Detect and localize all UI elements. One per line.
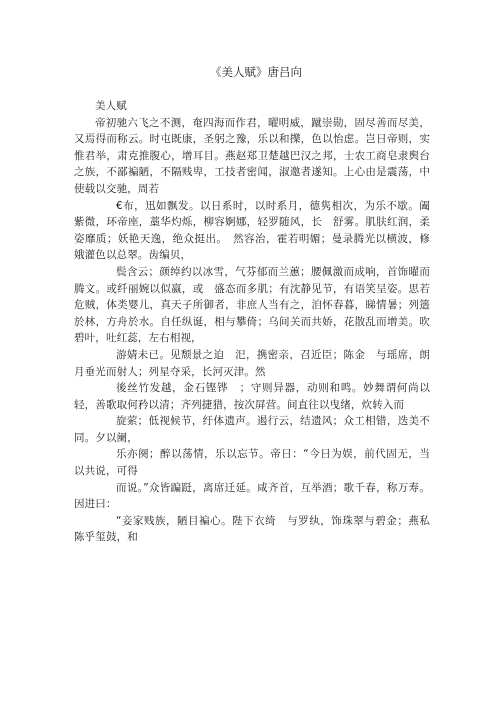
paragraph: 鬓含云；颜绰约以冰雪，气芬郁而兰蕙；腰佩激而成响，首饰曜而腾文。或纤丽婉以似嬴，或 盛态而多肌；有沈静见节，有语笑呈姿。思若危贼，体类婴儿，真天子所御者，非庶人当有之，洎怀春暮，睇情暑；列簉於林，方舟於水。自任纵诞，相与攀倚；乌间关而共娇，花散乱而增美。吹碧叶，吐红蕊，左右相视， bbox=[74, 265, 430, 345]
paragraph: €布，迅如飘发。以日系时，以时系月，德隽相次，为乐不歇。阖紫微，环帝座，藁华灼烁，柳容婀娜，轻罗随风，长 舒雾。肌肤红润，柔姿靡质；妖艳天逸，绝众挺出。 然容治，霍若明媚；曼录腾光以横波，修娥灌色以总翠。齿编贝， bbox=[74, 199, 430, 262]
section-heading: 美人赋 bbox=[95, 100, 127, 112]
paragraph: 而说。”众皆蹁跹，离席迁延。咸齐首，互举酒；歌千春，称万寿。因进曰： bbox=[74, 481, 430, 511]
paragraph: 旋萦；低视候节，纡体遗声。遏行云，结遗风；众工相错，迭美不同。夕以阑， bbox=[74, 415, 430, 444]
paragraph: 帝初驰六飞之不测，奄四海而作君，曜明威，蹴崇勋，固尽善而尽美，又焉得而称云。时屯既康，圣躬之豫，乐以和擽，色以怡虑。岂日帝则，实惟君举，肃克推腹心，增耳目。燕赵郑卫楚越巴汉之邦，士农工商皂隶舆台之族，不鄙褊陋，不隔贱卑，工技者密闻，淑邀者遂知。上心由是震荡，中使载以交驰，周若 bbox=[74, 116, 430, 195]
document-body bbox=[74, 98, 430, 546]
paragraph: 乐亦阕；醉以荡情，乐以忘节。帝日：“今日为娱，前代固无，当以共说，可得 bbox=[74, 448, 430, 478]
document-title: 《美人赋》唐吕向 bbox=[210, 65, 302, 79]
paragraph: “妾家贱族，陋目褊心。陛下衣绮 与罗纨，饰珠翠与碧金；燕私陈乎玺鼓，和 bbox=[74, 514, 430, 544]
paragraph: 後丝竹发越，金石铿铧 ；守则异器，动则和鸣。妙舞谓何尚以轻，善歌取何矜以清；齐列捷猎，按次屏营。间直往以曳绪，炊转入而 bbox=[74, 382, 430, 411]
paragraph: 游婧未已。见颓景之迫 汜，携密亲，召近臣；陈金 与瑶席，朗月垂光而射人；列星夺采，长河灭津。然 bbox=[74, 348, 430, 378]
